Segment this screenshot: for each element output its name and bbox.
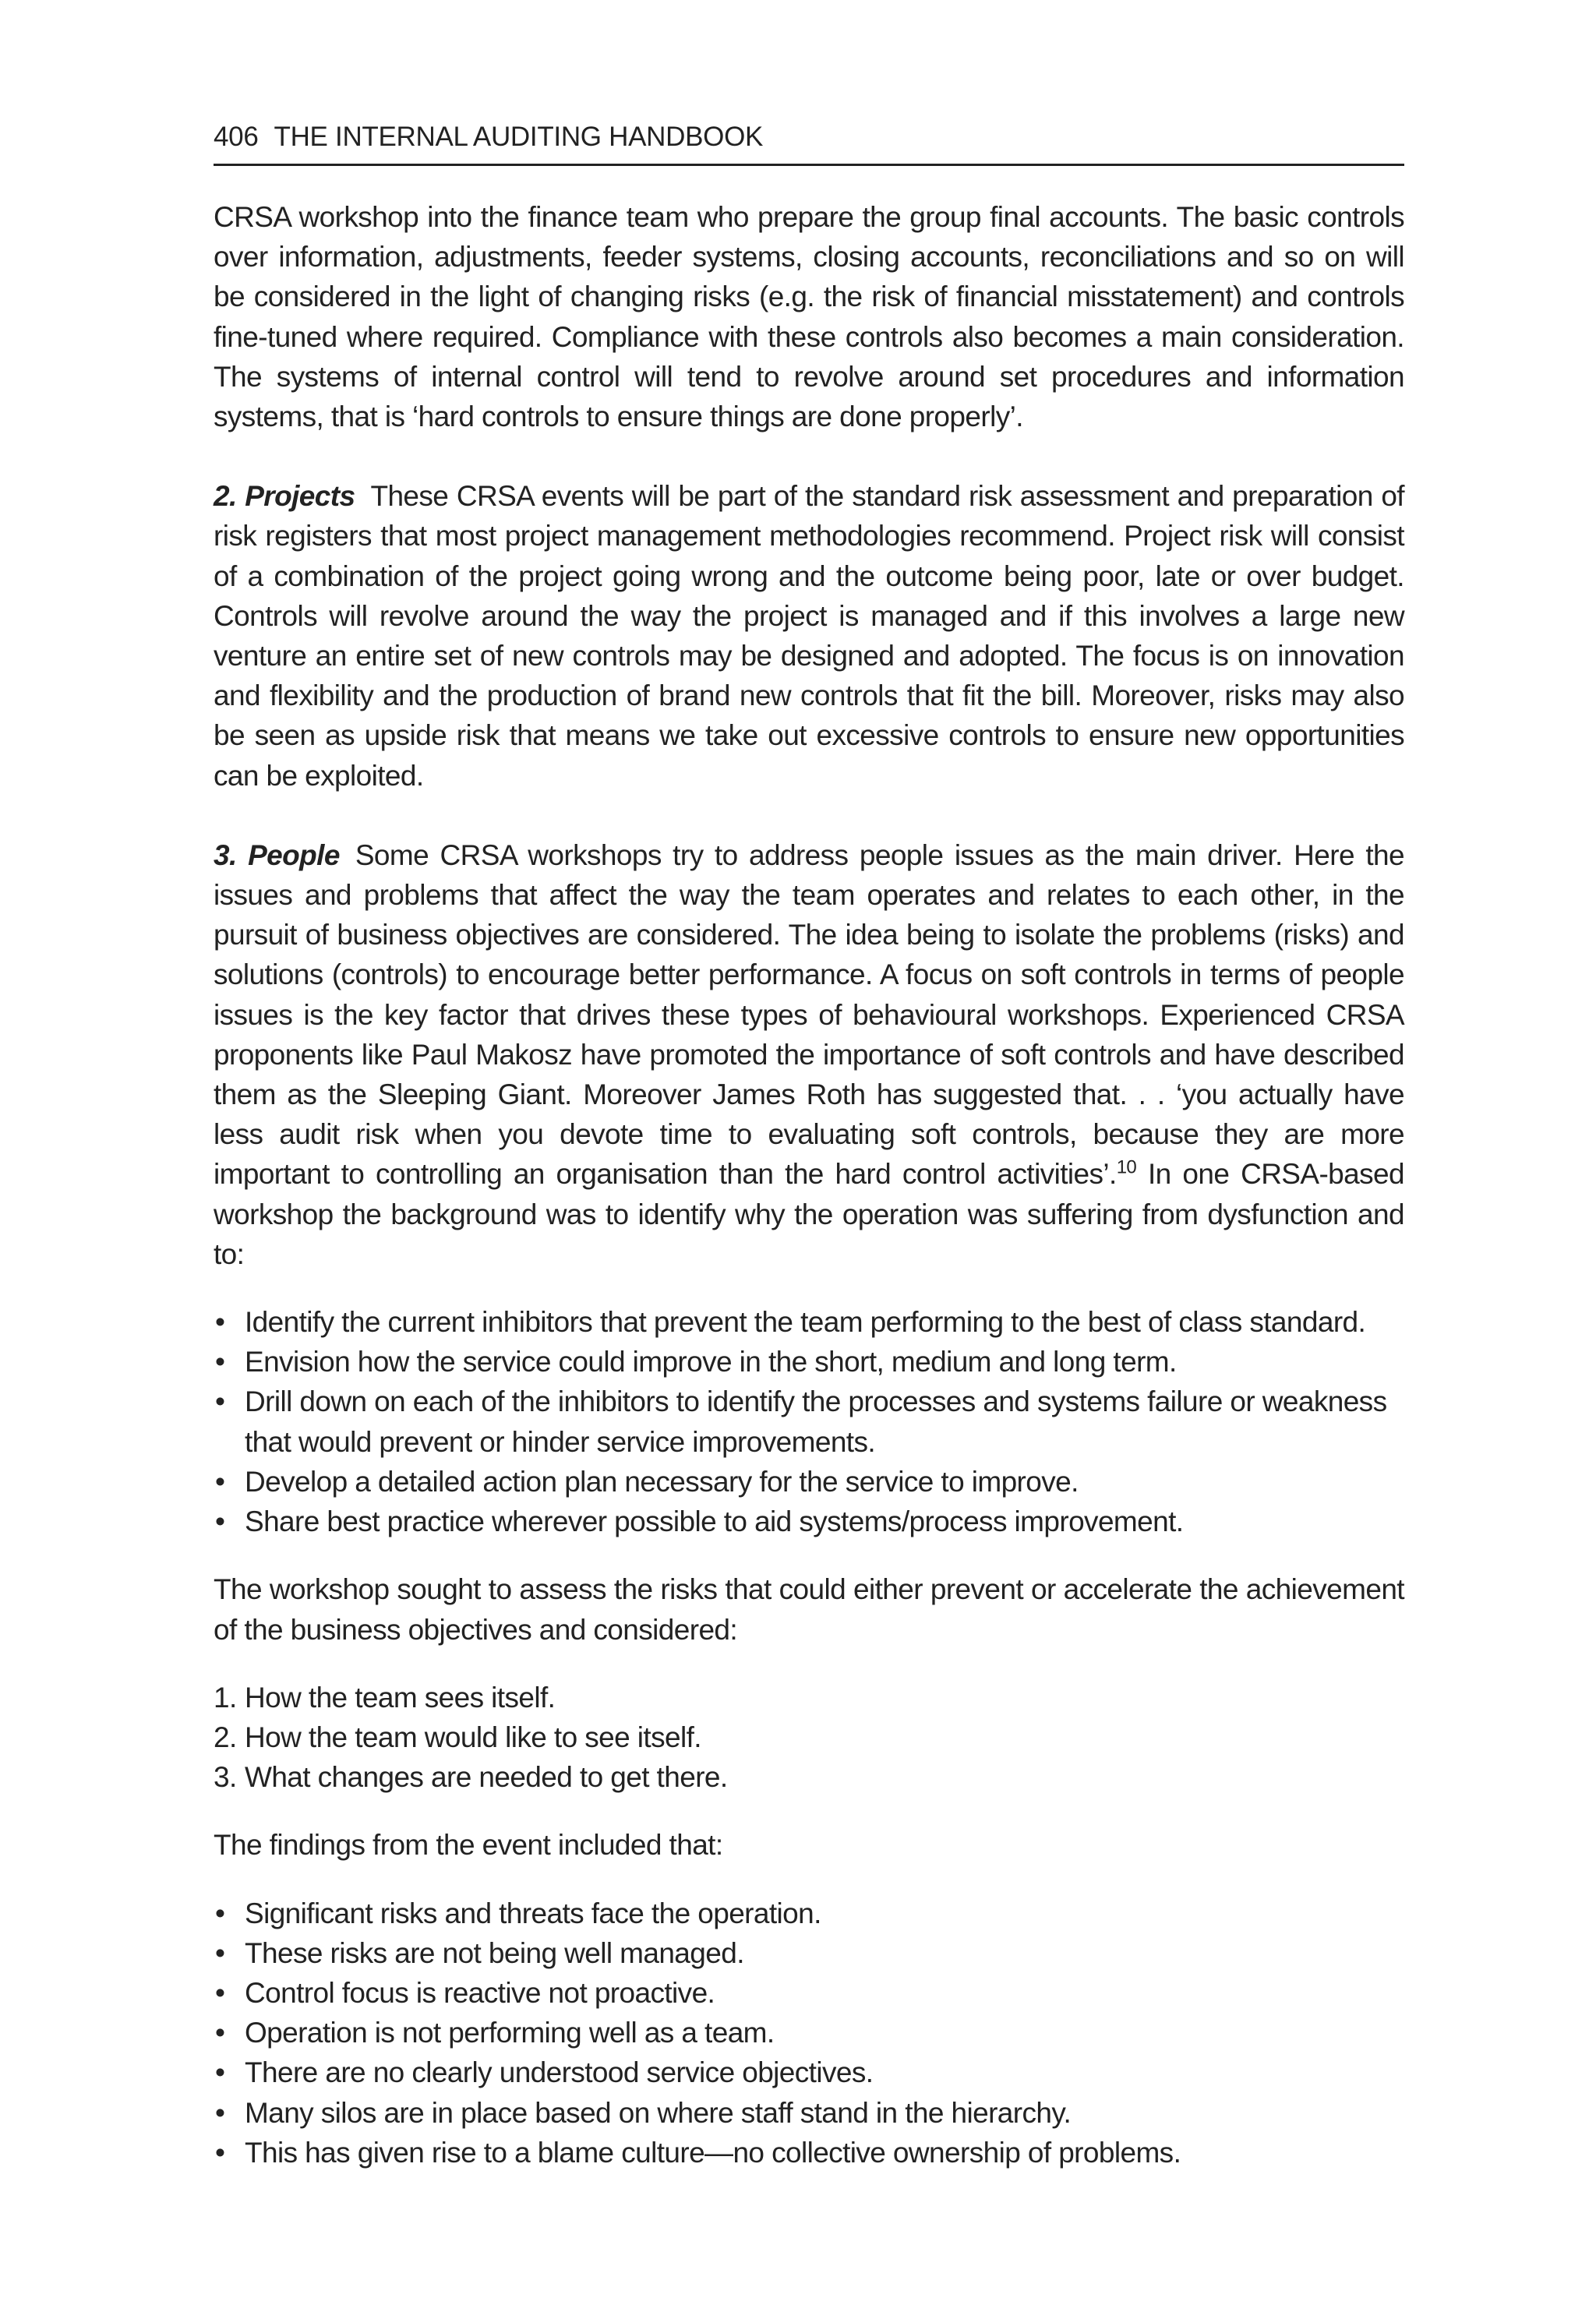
list-item: 3. What changes are needed to get there. (214, 1761, 728, 1794)
list-item: • There are no clearly understood service objectives. (214, 2053, 1404, 2092)
people-heading: 3. People (214, 838, 340, 871)
body-text (214, 197, 1404, 2173)
paragraph-finance: CRSA workshop into the finance team who prepare the group final accounts. The basic controls over information, adjustments, feeder systems, closing accounts, reconciliations and so on will be considered in the light of changing risks (e.g. the risk of financial misstatement) and controls fine-tuned where required. Compliance with these controls also becomes a main consideration. The systems of internal control will tend to revolve around set procedures and information systems, that is ‘hard controls to ensure things are done properly’. (214, 201, 1404, 433)
bullet-icon: • (215, 1306, 225, 1339)
bullet-icon: • (215, 1346, 225, 1378)
bullet-icon: • (215, 2096, 225, 2129)
page-number: 406 (214, 122, 259, 152)
list-item: • Significant risks and threats face the operation. (214, 1894, 1404, 1933)
list-item: 1. How the team sees itself. (214, 1681, 556, 1714)
footnote-reference: 10 (1116, 1157, 1137, 1179)
list-item: • Envision how the service could improve in the short, medium and long term. (214, 1342, 1404, 1382)
bullet-icon: • (215, 1505, 225, 1538)
book-title: THE INTERNAL AUDITING HANDBOOK (274, 122, 764, 152)
list-item: • Control focus is reactive not proactive. (214, 1973, 1404, 2013)
findings-list (214, 1894, 1404, 2173)
list-item: • Drill down on each of the inhibitors to identify the processes and systems failure or weakness that would prevent or hinder service improvements. (214, 1382, 1404, 1461)
paragraph-projects (214, 476, 1404, 796)
paragraph-findings-intro: The findings from the event included that: (214, 1829, 723, 1862)
book-page (214, 115, 1404, 2173)
bullet-icon: • (215, 1976, 225, 2009)
workshop-aims-list (214, 1302, 1404, 1541)
people-text-part2: In one CRSA-based workshop the background was to identify why the operation was suffering from dysfunction and to: (214, 1158, 1404, 1270)
projects-text: These CRSA events will be part of the standard risk assessment and preparation of risk registers that most project management methodologies recommend. Project risk will consist of a combination of the project going wrong and the outcome being poor, late or over budget. Controls will revolve around the way the project is managed and if this involves a large new venture an entire set of new controls may be designed and adopted. The focus is on innovation and flexibility and the production of brand new controls that fit the bill. Moreover, risks may also be seen as upside risk that means we take out excessive controls to ensure new opportunities can be exploited. (214, 480, 1404, 792)
considerations-list (214, 1678, 1404, 1798)
bullet-icon: • (215, 1385, 225, 1418)
list-item: • Operation is not performing well as a team. (214, 2013, 1404, 2053)
list-item: • These risks are not being well managed. (214, 1933, 1404, 1973)
bullet-icon: • (215, 1465, 225, 1498)
people-text-part1: Some CRSA workshops try to address people issues as the main driver. Here the issues and problems that affect the way the team operates and relates to each other, in the pursuit of business objectives are considered. The idea being to isolate the problems (risks) and solutions (controls) to encourage better performance. A focus on soft controls in terms of people issues is the key factor that drives these types of behavioural workshops. Experienced CRSA proponents like Paul Makosz have promoted the importance of soft controls and have described them as the Sleeping Giant. Moreover James Roth has suggested that. . . ‘you actually have less audit risk when you devote time to evaluating soft controls, because they are more important to controlling an organisation than the hard control activities’. (214, 838, 1404, 1191)
bullet-icon: • (215, 2136, 225, 2169)
list-item: • This has given rise to a blame culture—no collective ownership of problems. (214, 2133, 1404, 2173)
list-item: • Identify the current inhibitors that prevent the team performing to the best of class standard. (214, 1302, 1404, 1342)
bullet-icon: • (215, 1897, 225, 1929)
list-item: 2. How the team would like to see itself. (214, 1721, 701, 1753)
paragraph-workshop-sought: The workshop sought to assess the risks that could either prevent or accelerate the achievement of the business objectives and considered: (214, 1573, 1404, 1646)
bullet-icon: • (215, 2056, 225, 2089)
list-item: • Share best practice wherever possible to aid systems/process improvement. (214, 1502, 1404, 1541)
list-item: • Develop a detailed action plan necessary for the service to improve. (214, 1462, 1404, 1502)
bullet-icon: • (215, 1936, 225, 1969)
running-head (214, 115, 1404, 166)
projects-heading: 2. Projects (214, 480, 355, 513)
paragraph-people (214, 835, 1404, 1274)
bullet-icon: • (215, 2017, 225, 2049)
list-item: • Many silos are in place based on where staff stand in the hierarchy. (214, 2093, 1404, 2133)
